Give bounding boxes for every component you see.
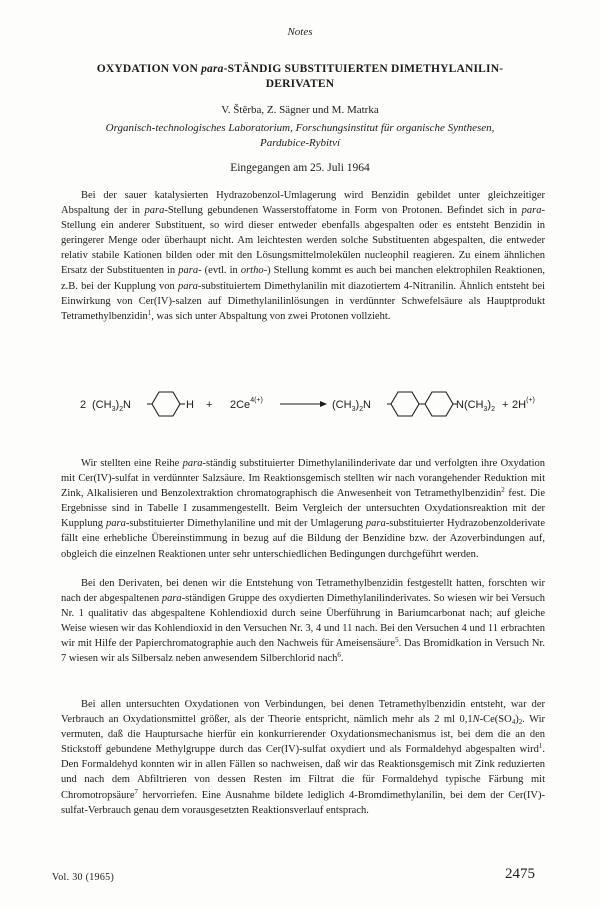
benzene-ring <box>152 392 180 416</box>
paragraph-2 <box>61 456 545 562</box>
affiliation <box>60 121 540 151</box>
text: -Ce(SO <box>479 714 512 726</box>
text: fest. Die Ergebnisse sind in Tabelle I zusammengestellt. Beim Vergleich der untersuchten Oxydationsreaktion mit der Kupplung <box>61 488 545 530</box>
reaction-scheme <box>70 372 540 432</box>
reference-marker: 7 <box>134 787 138 796</box>
dimethylamino-group: $(CH_3)_2N$ <box>92 399 131 413</box>
running-head: Notes <box>287 26 313 38</box>
text: -substituiertem Dimethylanilin mit diazotiertem 4-Nitranilin. Ähnlich entsteht bei Einwirkung von Cer(IV)-salzen auf Dimethylanilinlösungen in verdünnter Schwefelsäure als Hauptprodukt Tetramethylbenzidin <box>61 280 545 322</box>
benzene-ring <box>425 392 453 416</box>
text: ) Stellung kommt es auch bei manchen elektrophilen Reaktionen, z.B. bei der Kupplung von <box>61 265 545 292</box>
title-part: OXYDATION VON <box>96 63 202 75</box>
protons: 2H(+) <box>512 397 535 411</box>
arrow-head <box>320 401 327 407</box>
text: -Stellung gebundenen Wasserstoffatome in Form von Protonen. Befindet sich in <box>164 205 522 217</box>
text: Bei der sauer katalysierten Hydrazobenzol-Umlagerung wird Benzidin gebildet unter gleichzeitiger Abspaltung der in <box>61 190 545 217</box>
text-italic: para <box>521 205 542 217</box>
authors: V. Štěrba, Z. Sägner und M. Matrka <box>221 104 379 116</box>
text: -ständig substituierter Dimethylanilinderivate dar und verfolgten ihre Oxydation mit Cer(IV)-sulfat in verdünnter Salzsäure. Im Reaktionsgemisch stellten wir nach vorangehender Reduktion mit Zink, Alkalisieren und Benzolextraktion chromatographisch die Anwesenheit von Tetramethylbenzidin <box>61 458 545 500</box>
paragraph-1 <box>61 188 545 324</box>
text: . Das Bromidkation in Versuch Nr. 7 wiesen wir als Silbersalz neben anwesendem Silberchlorid nach <box>61 638 545 665</box>
text: -Stellung ein anderer Substituent, so wird dieser entweder ebenfalls abgespalten oder es entsteht Benzidin in geringerer Menge oder überhaupt nicht. Am leichtesten werden solche Substituenten abgespalten, die entweder relativ stabile Kationen bilden oder mit den Lösungsmittelmolekülen nucleophil reagieren. Zu einem ähnlichen Ersatz der Substituenten in <box>61 205 545 277</box>
title-part: -STÄNDIG SUBSTITUIERTEN DIMETHYLANILIN- <box>223 63 504 75</box>
reference-marker: 1 <box>147 308 152 317</box>
title-line2: DERIVATEN <box>265 78 335 90</box>
cerium-reagent: $2Ce^{4(+)}$ <box>230 397 263 411</box>
text-italic: para <box>161 593 182 605</box>
article-title <box>70 62 530 92</box>
text-italic: para <box>365 518 386 530</box>
text: , was sich unter Abspaltung von zwei Protonen vollzieht. <box>151 310 391 322</box>
benzene-ring <box>391 392 419 416</box>
text: hervorriefen. Eine Ausnahme bildete lediglich 4-Bromdimethylanilin, bei dem der Cer(IV)-sulfat-Verbrauch genau dem vorausgesetzten Reaktionsverlauf entsprach. <box>61 789 545 816</box>
text-italic: ortho- <box>240 265 268 277</box>
journal-volume: Vol. 30 (1965) <box>52 872 115 883</box>
reference-marker: 5 <box>395 636 399 645</box>
text: -substituierter Dimethylaniline und mit der Umlagerung <box>125 518 366 530</box>
text: . Den Formaldehyd konnten wir in allen Fällen so nachweisen, daß wir das Reaktionsgemisch mit Zink reduzierten und nach dem Abfiltrieren von dessen Resten im Filtrat die für Formaldehyd typische Färbung mit Chromotropsäure <box>61 744 545 801</box>
reference-marker: 2 <box>501 486 505 495</box>
affiliation-line1: Organisch-technologisches Laboratorium, Forschungsinstitut für organische Synthesen, <box>105 122 495 134</box>
dimethylamino-group: $N(CH_3)_2$ <box>456 399 495 413</box>
text: ) <box>515 714 519 726</box>
paragraph-4 <box>61 697 545 818</box>
reference-marker: 1 <box>538 742 543 751</box>
page-number: 2475 <box>505 866 535 882</box>
text-italic: N <box>472 714 480 726</box>
text-italic: para- <box>178 265 202 277</box>
text: -ständigen Gruppe des oxydierten Dimethylanilinderivates. So wiesen wir bei Versuch Nr. 1 qualitativ das abgespaltene Kohlendioxid durch seine Überführung in Bariumcarbonat nach; auf gleiche Weise wiesen wir das Kohlendioxid in den Versuchen Nr. 3, 4 und 11 nach. Bei den Versuchen 4 und 11 erbrachten wir mit Hilfe der Papierchromatographie auch den Nachweis für Ameisensäure <box>61 593 546 650</box>
text-italic: para <box>105 518 126 530</box>
subscript: 2 <box>518 718 523 727</box>
coefficient: 2 <box>80 399 87 411</box>
subscript: 4 <box>511 718 516 727</box>
reference-marker: 6 <box>337 651 341 660</box>
received-date: Eingegangen am 25. Juli 1964 <box>230 162 370 174</box>
text: -substituierter Hydrazobenzolderivate fällt eine erhebliche Übereinstimmung in bezug auf die Bildung der Benzidine bzw. der Azoverbindungen auf, obgleich die einzelnen Reaktionen unter sehr unterschiedlichen Bedingungen durchgeführt werden. <box>61 518 545 560</box>
paragraph-3 <box>61 576 545 667</box>
dimethylamino-group: $(CH_3)_2N$ <box>332 399 371 413</box>
text-italic: para <box>144 205 165 217</box>
text: . <box>340 653 344 665</box>
text: Wir stellten eine Reihe <box>81 458 183 469</box>
text: (evtl. in <box>201 265 241 277</box>
hydrogen-atom: H <box>186 399 194 411</box>
title-italic: para <box>201 63 224 75</box>
plus-sign: + <box>206 399 213 411</box>
text-italic: para <box>182 458 203 469</box>
text-italic: para <box>178 280 198 292</box>
text: Bei den Derivaten, bei denen wir die Entstehung von Tetramethylbenzidin festgestellt hatten, forschten wir nach der abgespaltenen <box>61 578 545 605</box>
text: . Wir vermuten, daß die Hauptursache hierfür ein konkurrierender Oxydationsmechanismus ist, bei dem die an den Stickstoff gebundene Methylgruppe durch das Cer(IV)-sulfat oxydiert und als Formaldehyd abgespalten wird <box>61 714 545 756</box>
affiliation-line2: Pardubice-Rybitví <box>259 137 341 149</box>
text: Bei allen untersuchten Oxydationen von Verbindungen, bei denen Tetramethylbenzidin entsteht, war der Verbrauch an Oxydationsmittel größer, als der Theorie entspricht, nämlich mehr als 2 ml 0,1 <box>61 699 545 726</box>
plus-sign: + <box>502 399 509 411</box>
